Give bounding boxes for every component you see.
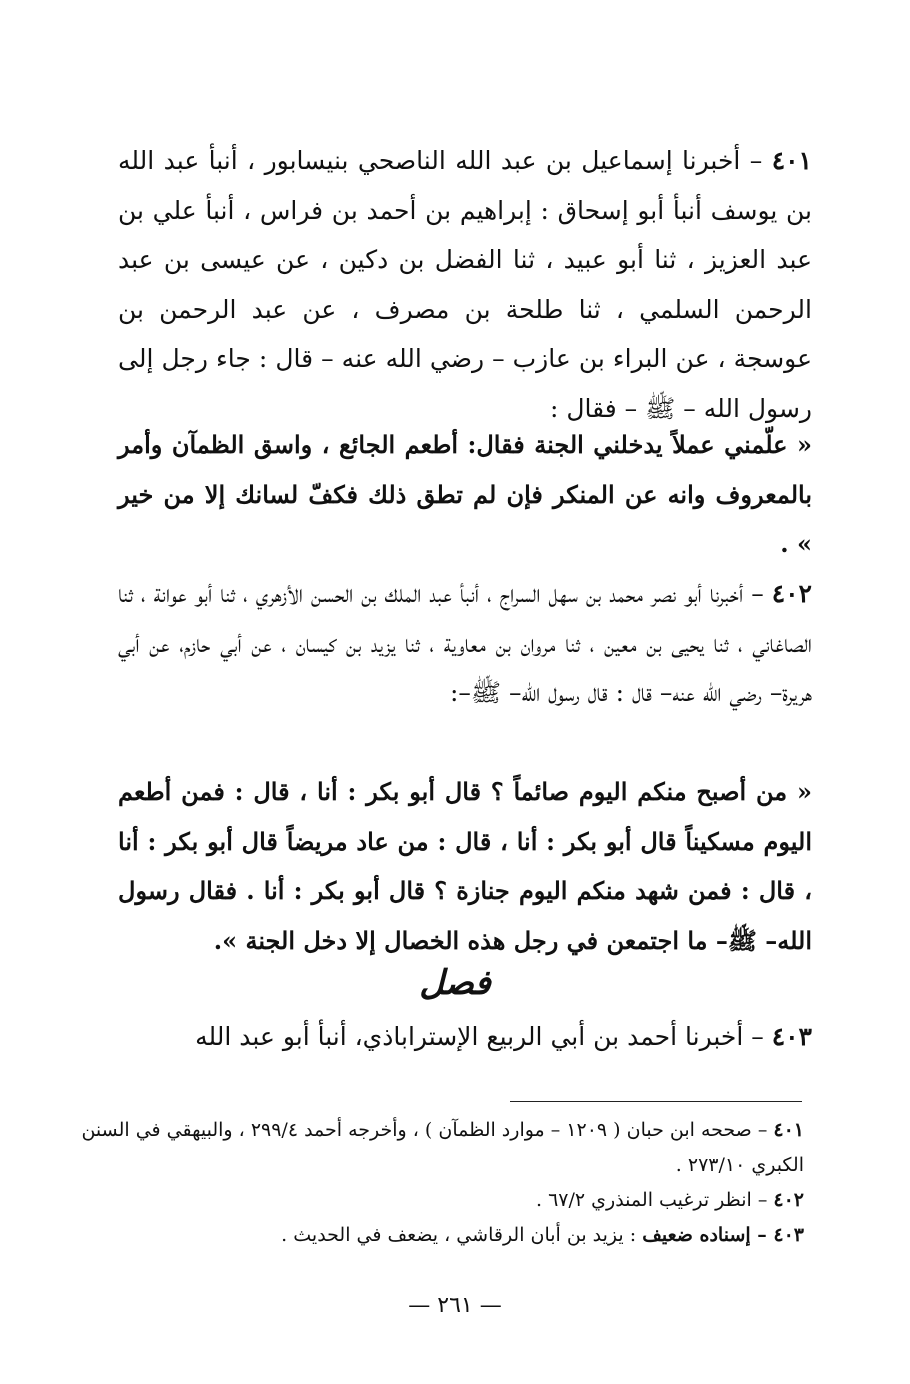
- hadith-401-chain: [118, 136, 812, 433]
- hadith-402-number: ٤٠٢: [771, 579, 812, 608]
- hadith-402-text-paragraph: « من أصبح منكم اليوم صائماً ؟ قال أبو بكر : أنا ، قال : فمن أطعم اليوم مسكيناً قال أبو بكر : أنا ، قال : من عاد مريضاً قال أبو بكر : أنا ، قال : فمن شهد منكم اليوم جنازة ؟ قال أبو بكر : أنا . فقال رسول الله– ﷺ– ما اجتمعن في رجل هذه الخصال إلا دخل الجنة ».: [118, 777, 812, 955]
- footnote-401-text: – صححه ابن حبان ( ١٢٠٩ – موارد الظمآن ) ، وأخرجه أحمد ٢٩٩/٤ ، والبيهقي في السنن الكبري ٢٧٣/١٠ .: [81, 1119, 804, 1176]
- footnote-403: [60, 1218, 804, 1253]
- hadith-401-chain-paragraph: [118, 136, 812, 433]
- section-heading: فصل: [419, 963, 491, 1003]
- footnote-401: [60, 1113, 804, 1183]
- hadith-402-chain-paragraph: [118, 569, 812, 718]
- footnote-403-number: ٤٠٣: [773, 1224, 804, 1246]
- hadith-401-text-paragraph: « علّمني عملاً يدخلني الجنة فقال: أطعم الجائع ، واسق الظمآن وأمر بالمعروف وانه عن المنكر فإن لم تطق ذلك فكفّ لسانك إلا من خير » .: [118, 430, 812, 558]
- hadith-401-chain-text: – أخبرنا إسماعيل بن عبد الله الناصحي بنيسابور ، أنبأ عبد الله بن يوسف أنبأ أبو إسحاق : إبراهيم بن أحمد بن فراس ، أنبأ علي بن عبد العزيز ، ثنا أبو عبيد ، ثنا الفضل بن دكين ، عن عيسى بن عبد الرحمن السلمي ، ثنا طلحة بن مصرف ، عن عبد الرحمن بن عوسجة ، عن البراء بن عازب – رضي الله عنه – قال : جاء رجل إلى رسول الله – ﷺ – فقال :: [118, 146, 812, 423]
- hadith-401-number: ٤٠١: [771, 146, 812, 175]
- footnote-402: [60, 1183, 804, 1218]
- footnote-divider: [510, 1101, 802, 1102]
- hadith-403-number: ٤٠٣: [771, 1022, 812, 1051]
- hadith-402-chain: [118, 569, 812, 718]
- footnote-403-label: – إسناده ضعيف: [642, 1224, 774, 1246]
- hadith-403-chain-text: – أخبرنا أحمد بن أبي الربيع الإستراباذي، أنبأ أبو عبد الله: [195, 1022, 772, 1051]
- footnote-402-text: – انظر ترغيب المنذري ٦٧/٢ .: [536, 1189, 774, 1211]
- page-number: — ٢٦١ —: [408, 1293, 502, 1318]
- hadith-402-text: [118, 767, 812, 965]
- footnote-401-number: ٤٠١: [773, 1119, 804, 1141]
- hadith-401-text: [118, 420, 812, 569]
- hadith-402-chain-text: – أخبرنا أبو نصر محمد بن سهل السراج ، أنبأ عبد الملك بن الحسن الأزهري ، ثنا أبو عوانة ، ثنا الصاغاني ، ثنا يحيى بن معين ، ثنا مروان بن معاوية ، ثنا يزيد بن كيسان ، عن أبي حازم، عن أبي هريرة– رضي الله عنه– قال : قال رسول الله– ﷺ–:: [118, 579, 812, 707]
- hadith-403-chain: [118, 1012, 812, 1062]
- footnote-402-number: ٤٠٢: [773, 1189, 804, 1211]
- footnote-403-text: : يزيد بن أبان الرقاشي ، يضعف في الحديث .: [281, 1224, 643, 1246]
- hadith-403-chain-paragraph: [118, 1012, 812, 1062]
- footnotes: [60, 1113, 804, 1253]
